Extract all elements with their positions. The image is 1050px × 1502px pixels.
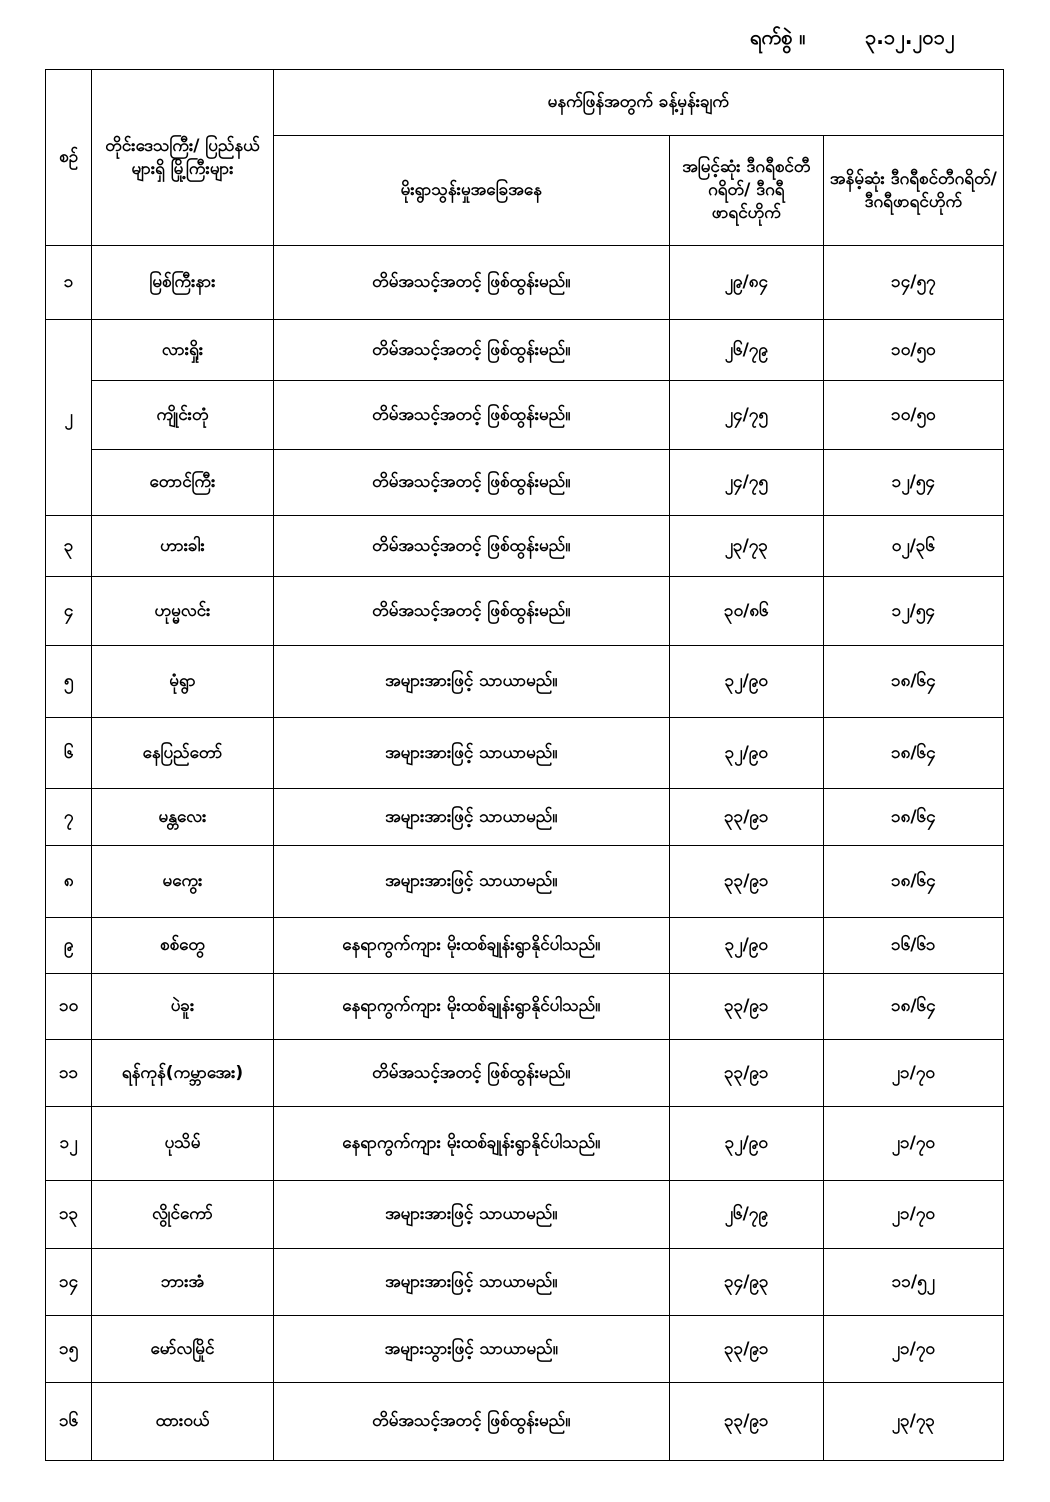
row-condition: အများအားဖြင့် သာယာမည်။ bbox=[273, 1181, 669, 1249]
row-max-temp: ၃၂/၉၀ bbox=[669, 646, 823, 718]
table-row bbox=[46, 1040, 1004, 1107]
table-row bbox=[46, 846, 1004, 918]
row-city: ပုသိမ် bbox=[92, 1107, 273, 1181]
row-no: ၁၄ bbox=[46, 1249, 92, 1316]
row-condition: အများအားဖြင့် သာယာမည်။ bbox=[273, 846, 669, 918]
row-condition: နေရာကွက်ကျား မိုးထစ်ချုန်းရွာနိုင်ပါသည်။ bbox=[273, 918, 669, 974]
row-no: ၁၅ bbox=[46, 1316, 92, 1383]
table-row bbox=[46, 246, 1004, 320]
row-no: ၇ bbox=[46, 789, 92, 846]
table-row bbox=[46, 1181, 1004, 1249]
row-condition: အများအားဖြင့် သာယာမည်။ bbox=[273, 646, 669, 718]
table-row bbox=[46, 1383, 1004, 1461]
row-min-temp: ၁၄/၅၇ bbox=[823, 246, 1003, 320]
row-condition: တိမ်အသင့်အတင့် ဖြစ်ထွန်းမည်။ bbox=[273, 381, 669, 450]
row-no: ၅ bbox=[46, 646, 92, 718]
row-condition: နေရာကွက်ကျား မိုးထစ်ချုန်းရွာနိုင်ပါသည်။ bbox=[273, 974, 669, 1040]
row-max-temp: ၂၉/၈၄ bbox=[669, 246, 823, 320]
date-value: ၃.၁၂.၂၀၁၂ bbox=[865, 25, 955, 49]
row-max-temp: ၃၀/၈၆ bbox=[669, 577, 823, 646]
row-no: ၁၁ bbox=[46, 1040, 92, 1107]
row-condition: အများအားဖြင့် သာယာမည်။ bbox=[273, 789, 669, 846]
row-no: ၄ bbox=[46, 577, 92, 646]
row-city: စစ်တွေ bbox=[92, 918, 273, 974]
row-max-temp: ၂၆/၇၉ bbox=[669, 320, 823, 381]
row-no: ၁၃ bbox=[46, 1181, 92, 1249]
row-condition: အများအားဖြင့် သာယာမည်။ bbox=[273, 718, 669, 789]
row-min-temp: ၁၈/၆၄ bbox=[823, 789, 1003, 846]
row-min-temp: ၀၂/၃၆ bbox=[823, 516, 1003, 577]
row-max-temp: ၃၃/၉၁ bbox=[669, 1316, 823, 1383]
row-max-temp: ၃၃/၉၁ bbox=[669, 1383, 823, 1461]
table-row bbox=[46, 1249, 1004, 1316]
row-city: နေပြည်တော် bbox=[92, 718, 273, 789]
table-row bbox=[46, 450, 1004, 516]
row-min-temp: ၁၈/၆၄ bbox=[823, 974, 1003, 1040]
row-city: မန္တလေး bbox=[92, 789, 273, 846]
table-row bbox=[46, 718, 1004, 789]
row-max-temp: ၂၄/၇၅ bbox=[669, 381, 823, 450]
row-city: ပဲခူး bbox=[92, 974, 273, 1040]
table-row bbox=[46, 381, 1004, 450]
table-row bbox=[46, 974, 1004, 1040]
row-min-temp: ၂၁/၇၀ bbox=[823, 1181, 1003, 1249]
row-condition: တိမ်အသင့်အတင့် ဖြစ်ထွန်းမည်။ bbox=[273, 450, 669, 516]
row-city: ထားဝယ် bbox=[92, 1383, 273, 1461]
row-max-temp: ၂၆/၇၉ bbox=[669, 1181, 823, 1249]
row-max-temp: ၃၂/၉၀ bbox=[669, 918, 823, 974]
forecast-table bbox=[45, 69, 1004, 1461]
row-condition: တိမ်အသင့်အတင့် ဖြစ်ထွန်းမည်။ bbox=[273, 577, 669, 646]
row-no: ၂ bbox=[46, 320, 92, 516]
row-no: ၆ bbox=[46, 718, 92, 789]
row-city: မကွေး bbox=[92, 846, 273, 918]
row-max-temp: ၃၃/၉၁ bbox=[669, 974, 823, 1040]
date-label: ရက်စွဲ ။ bbox=[750, 25, 806, 49]
row-city: ရန်ကုန်(ကမ္ဘာအေး) bbox=[92, 1040, 273, 1107]
row-condition: တိမ်အသင့်အတင့် ဖြစ်ထွန်းမည်။ bbox=[273, 246, 669, 320]
row-city: ဟုမ္မလင်း bbox=[92, 577, 273, 646]
row-condition: နေရာကွက်ကျား မိုးထစ်ချုန်းရွာနိုင်ပါသည်။ bbox=[273, 1107, 669, 1181]
row-min-temp: ၁၀/၅၀ bbox=[823, 381, 1003, 450]
table-row bbox=[46, 918, 1004, 974]
row-city: မုံရွာ bbox=[92, 646, 273, 718]
row-min-temp: ၂၁/၇၀ bbox=[823, 1107, 1003, 1181]
row-city: မြစ်ကြီးနား bbox=[92, 246, 273, 320]
row-min-temp: ၁၈/၆၄ bbox=[823, 846, 1003, 918]
row-condition: တိမ်အသင့်အတင့် ဖြစ်ထွန်းမည်။ bbox=[273, 1040, 669, 1107]
row-min-temp: ၂၁/၇၀ bbox=[823, 1316, 1003, 1383]
row-max-temp: ၃၃/၉၁ bbox=[669, 789, 823, 846]
table-row bbox=[46, 1316, 1004, 1383]
row-no: ၈ bbox=[46, 846, 92, 918]
row-condition: တိမ်အသင့်အတင့် ဖြစ်ထွန်းမည်။ bbox=[273, 1383, 669, 1461]
row-no: ၁၂ bbox=[46, 1107, 92, 1181]
header-min-temp: အနိမ့်ဆုံး ဒီဂရီစင်တီဂရိတ်/ ဒီဂရီဖာရင်ဟိုက် bbox=[823, 136, 1003, 246]
date-line bbox=[740, 22, 990, 52]
header-condition: မိုးရွာသွန်းမှုအခြေအနေ bbox=[273, 136, 669, 246]
row-max-temp: ၃၃/၉၁ bbox=[669, 1040, 823, 1107]
row-min-temp: ၂၁/၇၀ bbox=[823, 1040, 1003, 1107]
row-max-temp: ၃၄/၉၃ bbox=[669, 1249, 823, 1316]
header-forecast: မနက်ဖြန်အတွက် ခန့်မှန်းချက် bbox=[273, 70, 1003, 136]
row-min-temp: ၂၃/၇၃ bbox=[823, 1383, 1003, 1461]
table-row bbox=[46, 646, 1004, 718]
row-min-temp: ၁၂/၅၄ bbox=[823, 450, 1003, 516]
row-min-temp: ၁၂/၅၄ bbox=[823, 577, 1003, 646]
row-min-temp: ၁၈/၆၄ bbox=[823, 646, 1003, 718]
table-row bbox=[46, 577, 1004, 646]
row-condition: တိမ်အသင့်အတင့် ဖြစ်ထွန်းမည်။ bbox=[273, 516, 669, 577]
row-no: ၁၆ bbox=[46, 1383, 92, 1461]
row-city: တောင်ကြီး bbox=[92, 450, 273, 516]
row-no: ၉ bbox=[46, 918, 92, 974]
row-min-temp: ၁၆/၆၁ bbox=[823, 918, 1003, 974]
row-condition: အများအားဖြင့် သာယာမည်။ bbox=[273, 1249, 669, 1316]
table-row bbox=[46, 789, 1004, 846]
row-no: ၁ bbox=[46, 246, 92, 320]
table-row bbox=[46, 1107, 1004, 1181]
row-min-temp: ၁၈/၆၄ bbox=[823, 718, 1003, 789]
row-city: ဘားအံ bbox=[92, 1249, 273, 1316]
row-city: လားရှိုး bbox=[92, 320, 273, 381]
row-min-temp: ၁၀/၅၀ bbox=[823, 320, 1003, 381]
row-city: မော်လမြိုင် bbox=[92, 1316, 273, 1383]
row-max-temp: ၂၃/၇၃ bbox=[669, 516, 823, 577]
row-max-temp: ၂၄/၇၅ bbox=[669, 450, 823, 516]
header-max-temp: အမြင့်ဆုံး ဒီဂရီစင်တီဂရိတ်/ ဒီဂရီဖာရင်ဟိုက် bbox=[669, 136, 823, 246]
header-no: စဉ် bbox=[46, 70, 92, 246]
row-max-temp: ၃၂/၉၀ bbox=[669, 718, 823, 789]
table-row bbox=[46, 516, 1004, 577]
row-city: လွိုင်ကော် bbox=[92, 1181, 273, 1249]
row-max-temp: ၃၃/၉၁ bbox=[669, 846, 823, 918]
row-condition: အများသွားဖြင့် သာယာမည်။ bbox=[273, 1316, 669, 1383]
header-city: တိုင်းဒေသကြီး/ ပြည်နယ်များရှိ မြို့ကြီးများ bbox=[92, 70, 273, 246]
row-min-temp: ၁၁/၅၂ bbox=[823, 1249, 1003, 1316]
row-condition: တိမ်အသင့်အတင့် ဖြစ်ထွန်းမည်။ bbox=[273, 320, 669, 381]
row-max-temp: ၃၂/၉၀ bbox=[669, 1107, 823, 1181]
table-row bbox=[46, 320, 1004, 381]
row-city: ကျိုင်းတုံ bbox=[92, 381, 273, 450]
row-no: ၃ bbox=[46, 516, 92, 577]
row-city: ဟားခါး bbox=[92, 516, 273, 577]
row-no: ၁၀ bbox=[46, 974, 92, 1040]
